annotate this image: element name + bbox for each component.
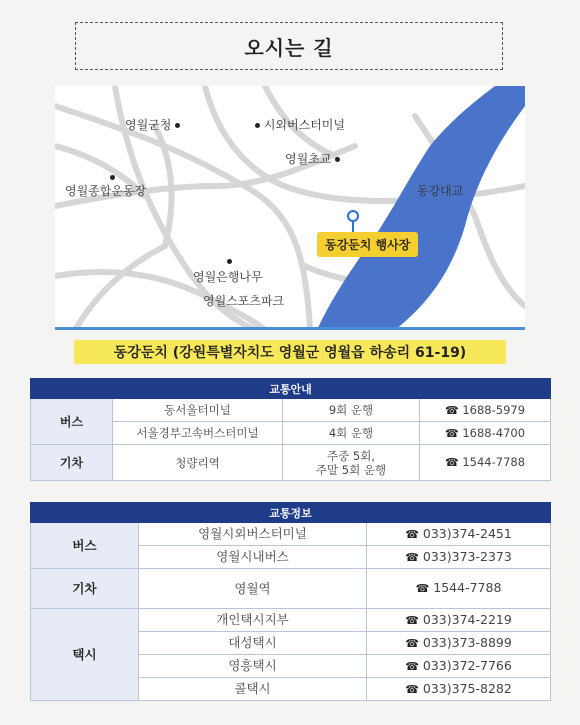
map-label-elementary: 영월초교 — [285, 150, 340, 167]
venue-tag: 동강둔치 행사장 — [317, 232, 418, 257]
address-banner: 동강둔치 (강원특별자치도 영월군 영월읍 하송리 61-19) — [74, 340, 506, 364]
category-train: 기차 — [31, 445, 113, 481]
phone-cell[interactable]: ☎ 1688-4700 — [420, 422, 551, 445]
phone-icon: ☎ — [444, 403, 459, 417]
traffic-info-table — [30, 502, 551, 701]
name-cell: 대성택시 — [139, 632, 367, 655]
place-cell: 동서울터미널 — [113, 399, 283, 422]
name-cell: 콜택시 — [139, 678, 367, 701]
name-cell: 영월시외버스터미널 — [139, 523, 367, 546]
map-marker-dot — [110, 175, 115, 180]
phone-cell[interactable]: ☎ 033)375-8282 — [367, 678, 551, 701]
phone-icon: ☎ — [444, 456, 459, 469]
table-row — [31, 445, 551, 481]
phone-icon: ☎ — [405, 636, 419, 650]
table-row — [31, 609, 551, 632]
phone-icon: ☎ — [405, 682, 419, 696]
phone-cell[interactable]: ☎ 033)373-8899 — [367, 632, 551, 655]
phone-cell[interactable]: ☎ 1544-7788 — [420, 445, 551, 481]
phone-cell[interactable]: ☎ 1688-5979 — [420, 399, 551, 422]
venue-pin-stem — [352, 222, 354, 232]
category-bus: 버스 — [31, 399, 113, 445]
phone-icon: ☎ — [405, 550, 419, 564]
map-label-bus-terminal: 시외버스터미널 — [255, 116, 345, 133]
service-cell: 주중 5회, 주말 5회 운행 — [283, 445, 420, 481]
service-cell: 9회 운행 — [283, 399, 420, 422]
name-cell: 영월역 — [139, 569, 367, 609]
traffic-guide-header: 교통안내 — [31, 379, 551, 399]
map-label-sports: 영월종합운동장 — [65, 184, 147, 198]
place-cell: 서울경부고속버스터미널 — [113, 422, 283, 445]
page-title: 오시는 길 — [75, 22, 503, 70]
name-cell: 개인택시지부 — [139, 609, 367, 632]
table-row — [31, 399, 551, 422]
map-marker-dot — [227, 259, 232, 264]
phone-icon: ☎ — [444, 426, 459, 440]
name-cell: 영흥택시 — [139, 655, 367, 678]
service-cell: 4회 운행 — [283, 422, 420, 445]
phone-cell[interactable]: ☎ 033)374-2451 — [367, 523, 551, 546]
phone-icon: ☎ — [415, 582, 430, 595]
map-marker-dot — [335, 157, 340, 162]
phone-cell[interactable]: ☎ 1544-7788 — [367, 569, 551, 609]
map-marker-dot — [255, 123, 260, 128]
map-label-sports-park: 영월스포츠파크 — [203, 294, 285, 308]
name-cell: 영월시내버스 — [139, 546, 367, 569]
category-taxi: 택시 — [31, 609, 139, 701]
traffic-guide-table — [30, 378, 551, 481]
phone-icon: ☎ — [405, 527, 419, 541]
category-bus: 버스 — [31, 523, 139, 569]
map-label-gun-office: 영월군청 — [125, 116, 180, 133]
phone-cell[interactable]: ☎ 033)372-7766 — [367, 655, 551, 678]
map-label-bridge: 동강대교 — [417, 184, 464, 198]
traffic-info-header: 교통정보 — [31, 503, 551, 523]
map-marker-ginkgo — [227, 254, 232, 268]
table-row — [31, 569, 551, 609]
map-label-ginkgo: 영월은행나무 — [193, 270, 263, 284]
table-row — [31, 523, 551, 546]
phone-icon: ☎ — [405, 659, 419, 673]
place-cell: 청량리역 — [113, 445, 283, 481]
phone-cell[interactable]: ☎ 033)374-2219 — [367, 609, 551, 632]
location-map[interactable] — [55, 86, 525, 330]
phone-icon: ☎ — [405, 613, 419, 627]
category-train: 기차 — [31, 569, 139, 609]
phone-cell[interactable]: ☎ 033)373-2373 — [367, 546, 551, 569]
venue-pin-icon — [347, 210, 359, 222]
map-marker-dot — [175, 123, 180, 128]
